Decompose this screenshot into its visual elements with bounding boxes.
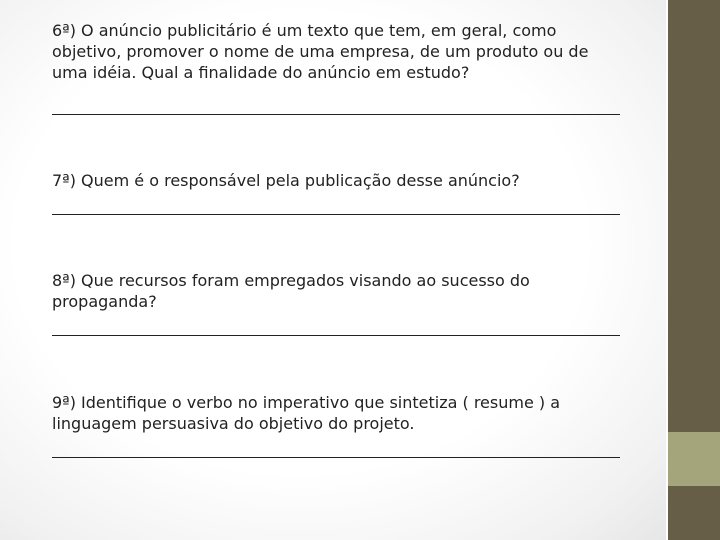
question-6: 6ª) O anúncio publicitário é um texto que tem, em geral, como objetivo, promover o nome de uma empresa, de um produto ou de uma idéia. Qual a finalidade do anúncio em estudo? bbox=[52, 21, 589, 82]
answer-line-9 bbox=[52, 457, 620, 458]
answer-line-6 bbox=[52, 114, 620, 115]
sidebar-accent-block bbox=[668, 432, 720, 486]
question-7: 7ª) Quem é o responsável pela publicação desse anúncio? bbox=[52, 171, 520, 190]
question-8: 8ª) Que recursos foram empregados visando ao sucesso do propaganda? bbox=[52, 271, 530, 311]
question-9: 9ª) Identifique o verbo no imperativo que sintetiza ( resume ) a linguagem persuasiva do objetivo do projeto. bbox=[52, 393, 561, 433]
answer-line-8 bbox=[52, 335, 620, 336]
answer-line-7 bbox=[52, 214, 620, 215]
